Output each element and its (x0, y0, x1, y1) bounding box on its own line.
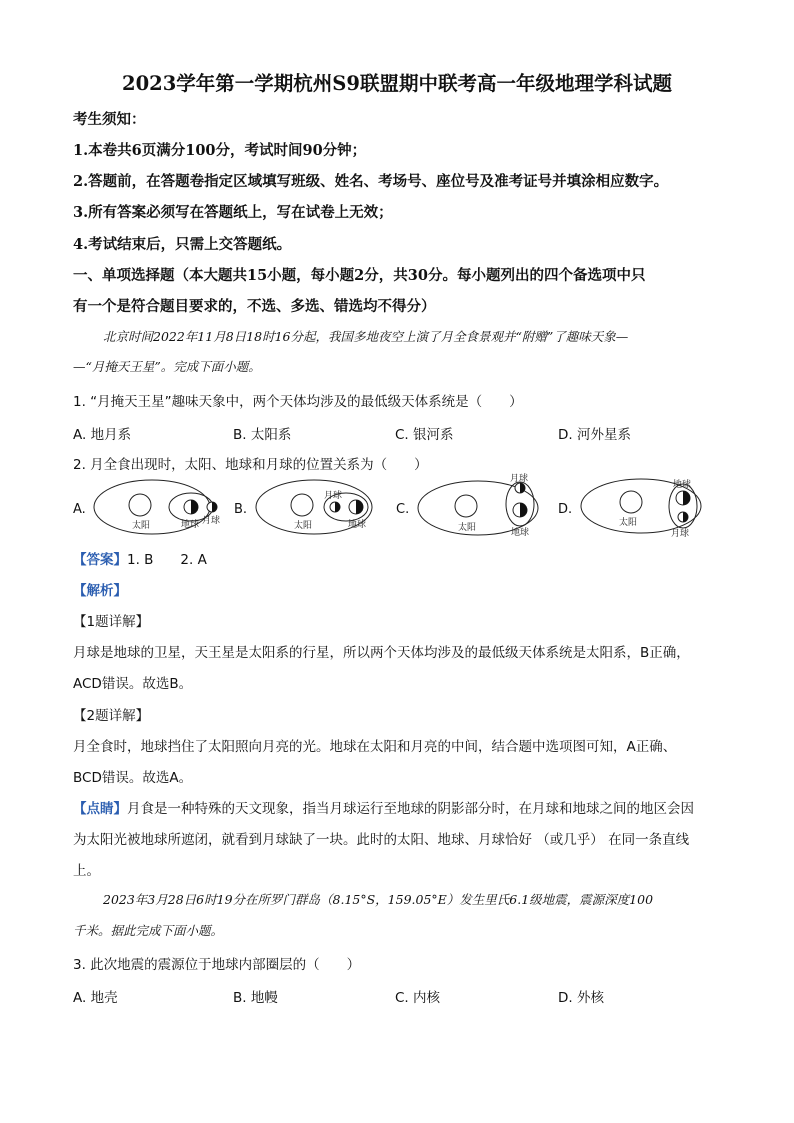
answer-line (73, 548, 207, 568)
detail1-tag: 【1题详解】 (73, 614, 150, 630)
q3-option-c: C. 内核 (395, 990, 441, 1006)
page-title: 2023学年第一学期杭州S9联盟期中联考高一年级地理学科试题 (122, 72, 672, 95)
q2-option-a-diagram (88, 474, 228, 540)
detail1-line1: 月球是地球的卫星，天王星是太阳系的行星，所以两个天体均涉及的最低级天体系统是太阳系，B正确， (73, 645, 690, 661)
tip-line1 (73, 797, 694, 817)
notice-header: 考生须知： (73, 111, 146, 128)
sun-label: 太阳 (294, 521, 313, 531)
q2-option-b-diagram (250, 474, 390, 540)
earth-label: 地球 (673, 480, 692, 490)
q1-option-d: D. 河外星系 (558, 427, 631, 443)
sun-label: 太阳 (132, 521, 151, 531)
analysis-tag: 【解析】 (73, 583, 127, 599)
q1-option-c: C. 银河系 (395, 427, 454, 443)
section-heading-line2: 有一个是符合题目要求的，不选、多选、错选均不得分） (73, 298, 436, 315)
moon-label: 月球 (510, 474, 529, 484)
tip-line3: 上。 (73, 863, 100, 879)
answer-text: 1. B 2. A (127, 552, 207, 568)
q2-option-b-letter: B. (234, 502, 248, 517)
q2-option-c-diagram (412, 470, 552, 542)
q3-stem: 3. 此次地震的震源位于地球内部圈层的（ ） (73, 957, 361, 973)
q1-option-b: B. 太阳系 (233, 427, 292, 443)
earth-label: 地球 (348, 520, 367, 530)
notice-item-4: 4.考试结束后，只需上交答题纸。 (73, 236, 292, 253)
earth-label: 地球 (181, 520, 200, 530)
notice-item-1: 1.本卷共6页满分100分，考试时间90分钟； (73, 142, 367, 159)
passage1-line1: 北京时间2022年11月8日18时16分起，我国多地夜空上演了月全食景观并“附赠”了趣味天象— (103, 329, 629, 344)
tip-text-1: 月食是一种特殊的天文现象，指当月球运行至地球的阴影部分时，在月球和地球之间的地区会因 (127, 801, 694, 817)
q1-option-a: A. 地月系 (73, 427, 132, 443)
passage2-line1: 2023年3月28日6时19分在所罗门群岛（8.15°S，159.05°E）发生里氏6.1级地震，震源深度100 (103, 892, 654, 907)
detail2-tag: 【2题详解】 (73, 708, 150, 724)
sun-label: 太阳 (458, 523, 477, 533)
tip-tag: 【点睛】 (73, 801, 127, 817)
q2-option-d-letter: D. (558, 502, 573, 517)
sun-label: 太阳 (619, 518, 638, 528)
detail2-line1: 月全食时，地球挡住了太阳照向月亮的光。地球在太阳和月亮的中间，结合题中选项图可知，A正确、 (73, 739, 677, 755)
notice-item-2: 2.答题前，在答题卷指定区域填写班级、姓名、考场号、座位号及准考证号并填涂相应数字。 (73, 173, 669, 190)
notice-item-3: 3.所有答案必须写在答题纸上，写在试卷上无效； (73, 204, 393, 221)
moon-label: 月球 (324, 491, 343, 501)
moon-label: 月球 (202, 516, 221, 526)
q3-option-b: B. 地幔 (233, 990, 278, 1006)
detail2-line2: BCD错误。故选A。 (73, 770, 193, 786)
q2-option-a-letter: A. (73, 502, 86, 517)
passage1-line2: —“月掩天王星”。完成下面小题。 (73, 359, 261, 374)
earth-label: 地球 (511, 528, 530, 538)
q3-option-a: A. 地壳 (73, 990, 118, 1006)
answer-tag: 【答案】 (73, 552, 127, 568)
q2-option-d-diagram (575, 472, 715, 542)
detail1-line2: ACD错误。故选B。 (73, 676, 193, 692)
passage2-line2: 千米。据此完成下面小题。 (73, 923, 224, 938)
q2-option-c-letter: C. (396, 502, 410, 517)
moon-label: 月球 (671, 529, 690, 539)
q3-option-d: D. 外核 (558, 990, 604, 1006)
q1-stem: 1. “月掩天王星”趣味天象中，两个天体均涉及的最低级天体系统是（ ） (73, 394, 523, 410)
q2-stem: 2. 月全食出现时，太阳、地球和月球的位置关系为（ ） (73, 457, 428, 473)
section-heading-line1: 一、单项选择题（本大题共15小题，每小题2分，共30分。每小题列出的四个备选项中只 (73, 267, 646, 284)
tip-line2: 为太阳光被地球所遮闭，就看到月球缺了一块。此时的太阳、地球、月球恰好 （或几乎） 在同一条直线 (73, 832, 690, 848)
